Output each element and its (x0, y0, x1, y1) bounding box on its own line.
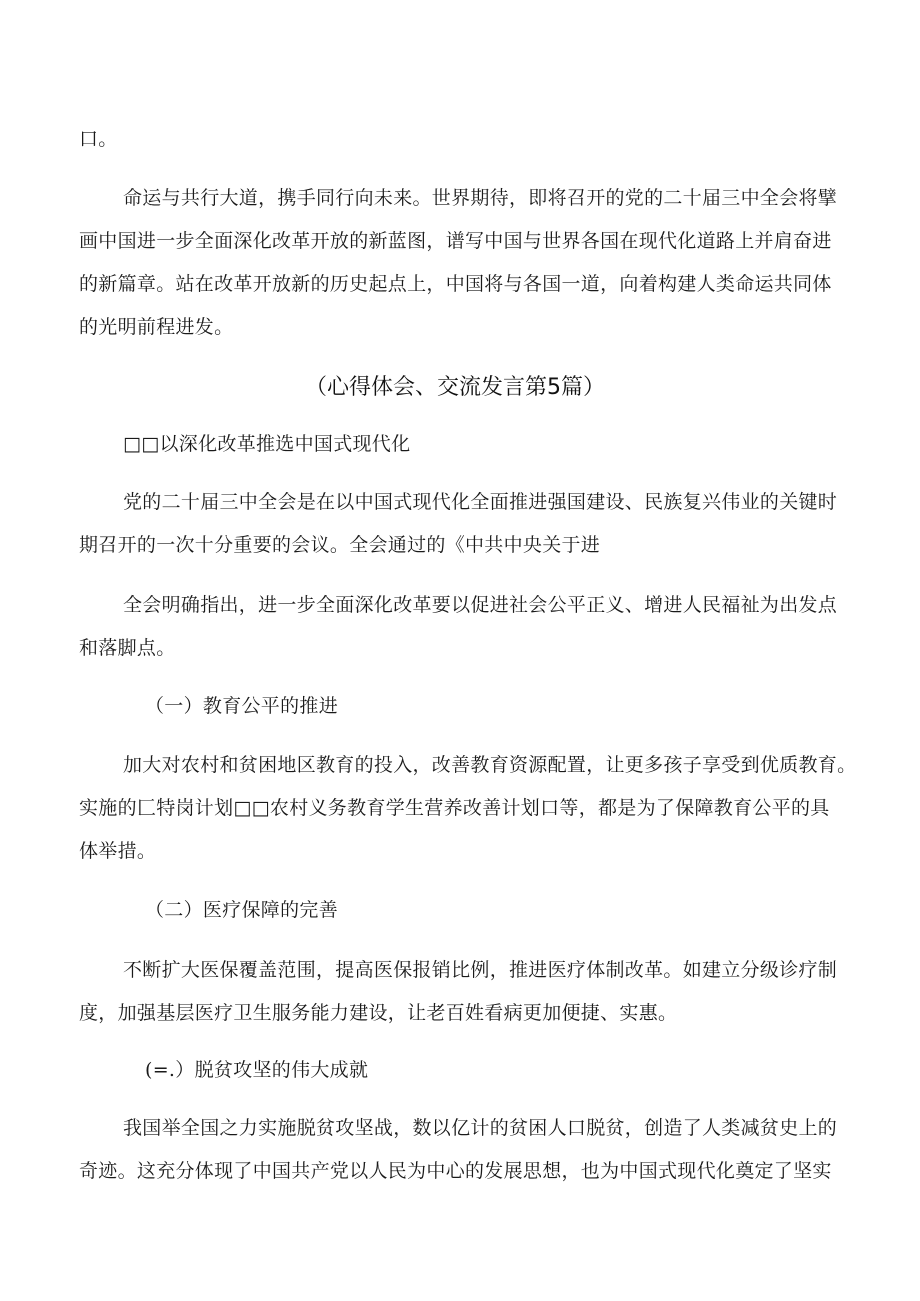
paragraph-4-line-2: 实施的匚特岗计划□□农村义务教育学生营养改善计划口等，都是为了保障教育公平的具 (79, 797, 830, 819)
paragraph-6-line-2: 奇迹。这充分体现了中国共产党以人民为中心的发展思想，也为中国式现代化奠定了坚实 (79, 1160, 832, 1182)
subheading-education: （一）教育公平的推进 (145, 695, 339, 717)
subheading-medical: （二）医疗保障的完善 (145, 899, 339, 921)
paragraph-1-line-4: 的光明前程进发。 (79, 316, 234, 338)
paragraph-5-line-2: 度，加强基层医疗卫生服务能力建设，让老百姓看病更加便捷、实惠。 (79, 1002, 678, 1024)
paragraph-3-line-1: 全会明确指出，进一步全面深化改革要以促进社会公平正义、增进人民福祉为出发点 (123, 594, 838, 616)
paragraph-6-line-1: 我国举全国之力实施脱贫攻坚战，数以亿计的贫困人口脱贫，创造了人类减贫史上的 (123, 1117, 838, 1139)
paragraph-5-line-1: 不断扩大医保覆盖范围，提高医保报销比例，推进医疗体制改革。如建立分级诊疗制 (123, 959, 838, 981)
subheading-poverty: (=.）脱贫攻坚的伟大成就 (145, 1059, 369, 1081)
paragraph-4-line-1: 加大对农村和贫困地区教育的投入，改善教育资源配置，让更多孩子享受到优质教育。 (123, 754, 857, 776)
paragraph-2-line-1: 党的二十届三中全会是在以中国式现代化全面推进强国建设、民族复兴伟业的关键时 (123, 491, 838, 513)
paragraph-1-line-1: 命运与共行大道，携手同行向未来。世界期待，即将召开的党的二十届三中全会将擘 (123, 187, 838, 209)
paragraph-4-line-3: 体举措。 (79, 840, 157, 862)
section-heading: （心得体会、交流发言第5篇） (305, 375, 605, 400)
paragraph-1-line-3: 的新篇章。站在改革开放新的历史起点上，中国将与各国一道，向着构建人类命运共同体 (79, 273, 832, 295)
paragraph-3-line-2: 和落脚点。 (79, 637, 176, 659)
paragraph-tail-line: 口。 (79, 128, 118, 150)
article-subtitle: □□以深化改革推选中国式现代化 (123, 433, 411, 455)
paragraph-2-line-2: 期召开的一次十分重要的会议。全会通过的《中共中央关于进 (79, 534, 601, 556)
paragraph-1-line-2: 画中国进一步全面深化改革开放的新蓝图，谱写中国与世界各国在现代化道路上并肩奋进 (79, 230, 832, 252)
